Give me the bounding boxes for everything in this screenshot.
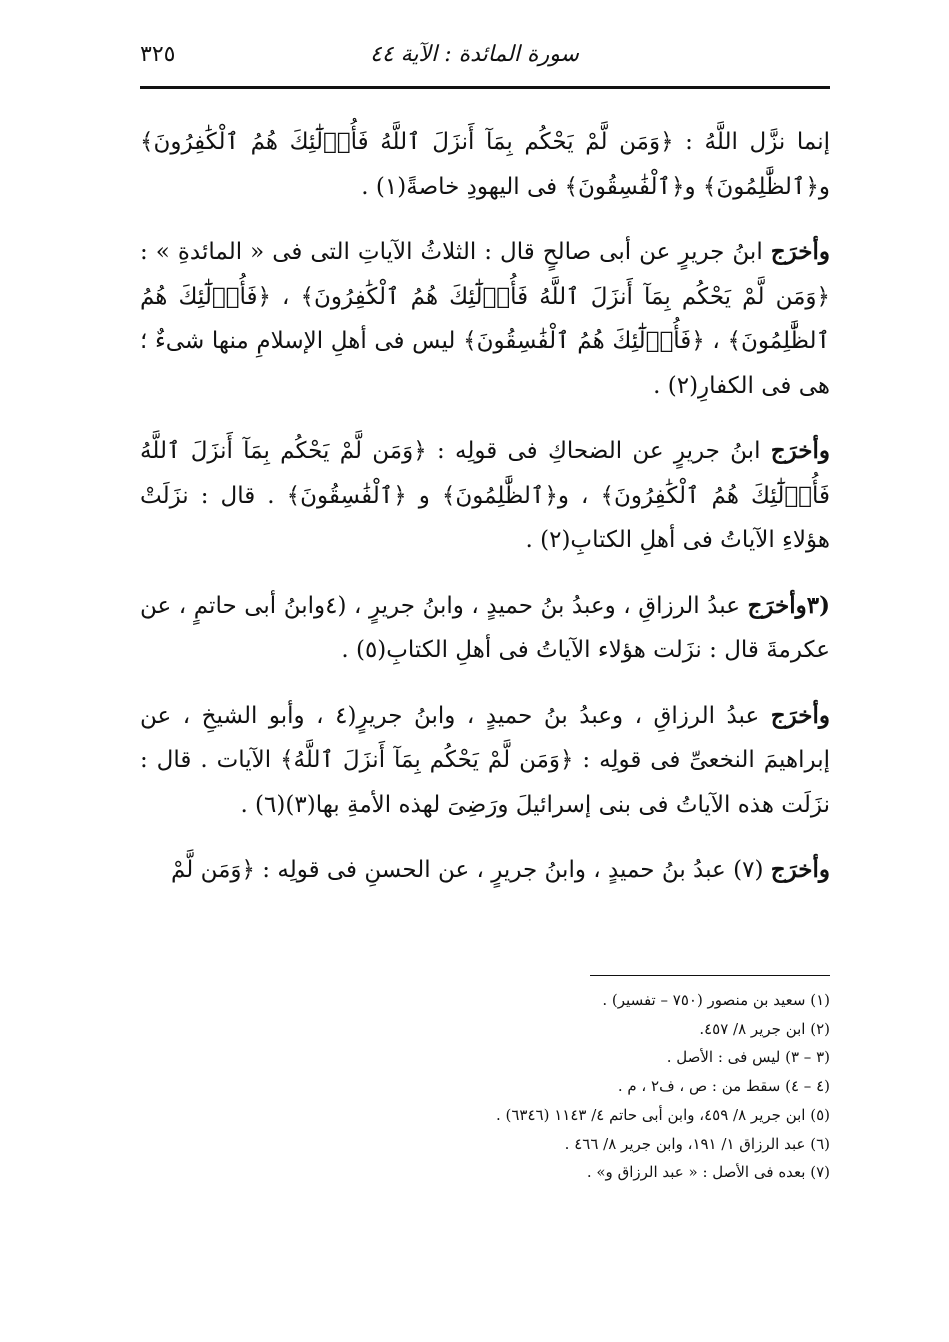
footnote: (٧) بعده فى الأصل : « عبد الرزاق و» . — [586, 1163, 830, 1182]
footnote: (٢) ابن جرير ٨/ ٤٥٧. — [699, 1019, 830, 1038]
footnote: (١) سعيد بن منصور (٧٥٠ – تفسير) . — [602, 991, 830, 1009]
paragraph-text: (٧) عبدُ بنُ حميدٍ ، وابنُ جريرٍ ، عن الحسنِ فى قولِه : ﴿وَمَن لَّمْ — [170, 857, 771, 883]
paragraph-lead: (٣وأخرَج — [747, 591, 830, 619]
footnote: (٤ – ٤) سقط من : ص ، ف٢ ، م . — [617, 1077, 830, 1096]
footnote: (٦) عبد الرزاق ١/ ١٩١، وابن جرير ٨/ ٤٦٦ . — [564, 1134, 830, 1153]
footnote: (٥) ابن جرير ٨/ ٤٥٩، وابن أبى حاتم ٤/ ١١٤٣ (٦٣٤٦) . — [495, 1105, 830, 1124]
paragraph-text: عبدُ الرزاقِ ، وعبدُ بنُ حميدٍ ، وابنُ جريرٍ(٤ ، وأبو الشيخِ ، عن إبراهيمَ النخعىِّ فى قولِه : ﴿وَمَن لَّمْ يَحْكُم بِمَآ أَنزَلَ ٱللَّهُ﴾ الآيات . قال : نزَلَت هذه الآياتُ فى بنى إسرائيلَ ورَضِىَ لهذه الأمةِ بها(٣)(٦) . — [140, 702, 830, 818]
paragraph — [140, 230, 830, 408]
paragraph-lead: وأخرَج — [770, 238, 830, 265]
paragraph-text: إنما نزَّل اللَّهُ : ﴿وَمَن لَّمْ يَحْكُم بِمَآ أَنزَلَ ٱللَّهُ فَأُو۟لَٰٓئِكَ هُمُ ٱلْكَٰفِرُونَ﴾ و﴿ٱلظَّٰلِمُونَ﴾ و﴿ٱلْفَٰسِقُونَ﴾ فى اليهودِ خاصةً(١) . — [140, 129, 830, 200]
footnote-divider — [590, 975, 830, 976]
page-number: ٣٢٥ — [140, 42, 176, 67]
header-divider — [140, 86, 830, 89]
paragraph — [140, 848, 830, 893]
main-text — [140, 120, 830, 914]
paragraph — [140, 694, 830, 828]
paragraph-lead: وأخرَج — [770, 856, 830, 883]
paragraph — [140, 120, 830, 209]
footnotes — [140, 986, 830, 1187]
paragraph-lead: وأخرَج — [770, 701, 830, 729]
paragraph-text: ابنُ جريرٍ عن أبى صالحٍ قال : الثلاثُ الآياتِ التى فى « المائدةِ » : ﴿وَمَن لَّمْ يَحْكُم بِمَآ أَنزَلَ ٱللَّهُ فَأُو۟لَٰٓئِكَ هُمُ ٱلْكَٰفِرُونَ﴾ ، ﴿فَأُو۟لَٰٓئِكَ هُمُ ٱلظَّٰلِمُونَ﴾ ، ﴿فَأُو۟لَٰٓئِكَ هُمُ ٱلْفَٰسِقُونَ﴾ ليس فى أهلِ الإسلامِ منها شىءٌ ؛ هى فى الكفارِ(٢) . — [140, 239, 830, 399]
paragraph — [140, 584, 830, 673]
paragraph-text: ابنُ جريرٍ عن الضحاكِ فى قولِه : ﴿وَمَن لَّمْ يَحْكُم بِمَآ أَنزَلَ ٱللَّهُ فَأُو۟لَٰٓئِكَ هُمُ ٱلْكَٰفِرُونَ﴾ ، و﴿ٱلظَّٰلِمُونَ﴾ و ﴿ٱلْفَٰسِقُونَ﴾ . قال : نزَلَتْ هؤلاءِ الآياتُ فى أهلِ الكتابِ(٢) . — [140, 438, 830, 553]
paragraph — [140, 429, 830, 563]
footnote: (٣ – ٣) ليس فى : الأصل . — [666, 1048, 830, 1067]
paragraph-text: عبدُ الرزاقِ ، وعبدُ بنُ حميدٍ ، وابنُ جريرٍ ، (٤وابنُ أبى حاتمٍ ، عن عكرمةَ قال : نزَلت هؤلاء الآياتُ فى أهلِ الكتابِ(٥) . — [140, 592, 830, 663]
paragraph-lead: وأخرَج — [770, 437, 830, 464]
running-title: سورة المائدة : الآية ٤٤ — [370, 42, 579, 67]
